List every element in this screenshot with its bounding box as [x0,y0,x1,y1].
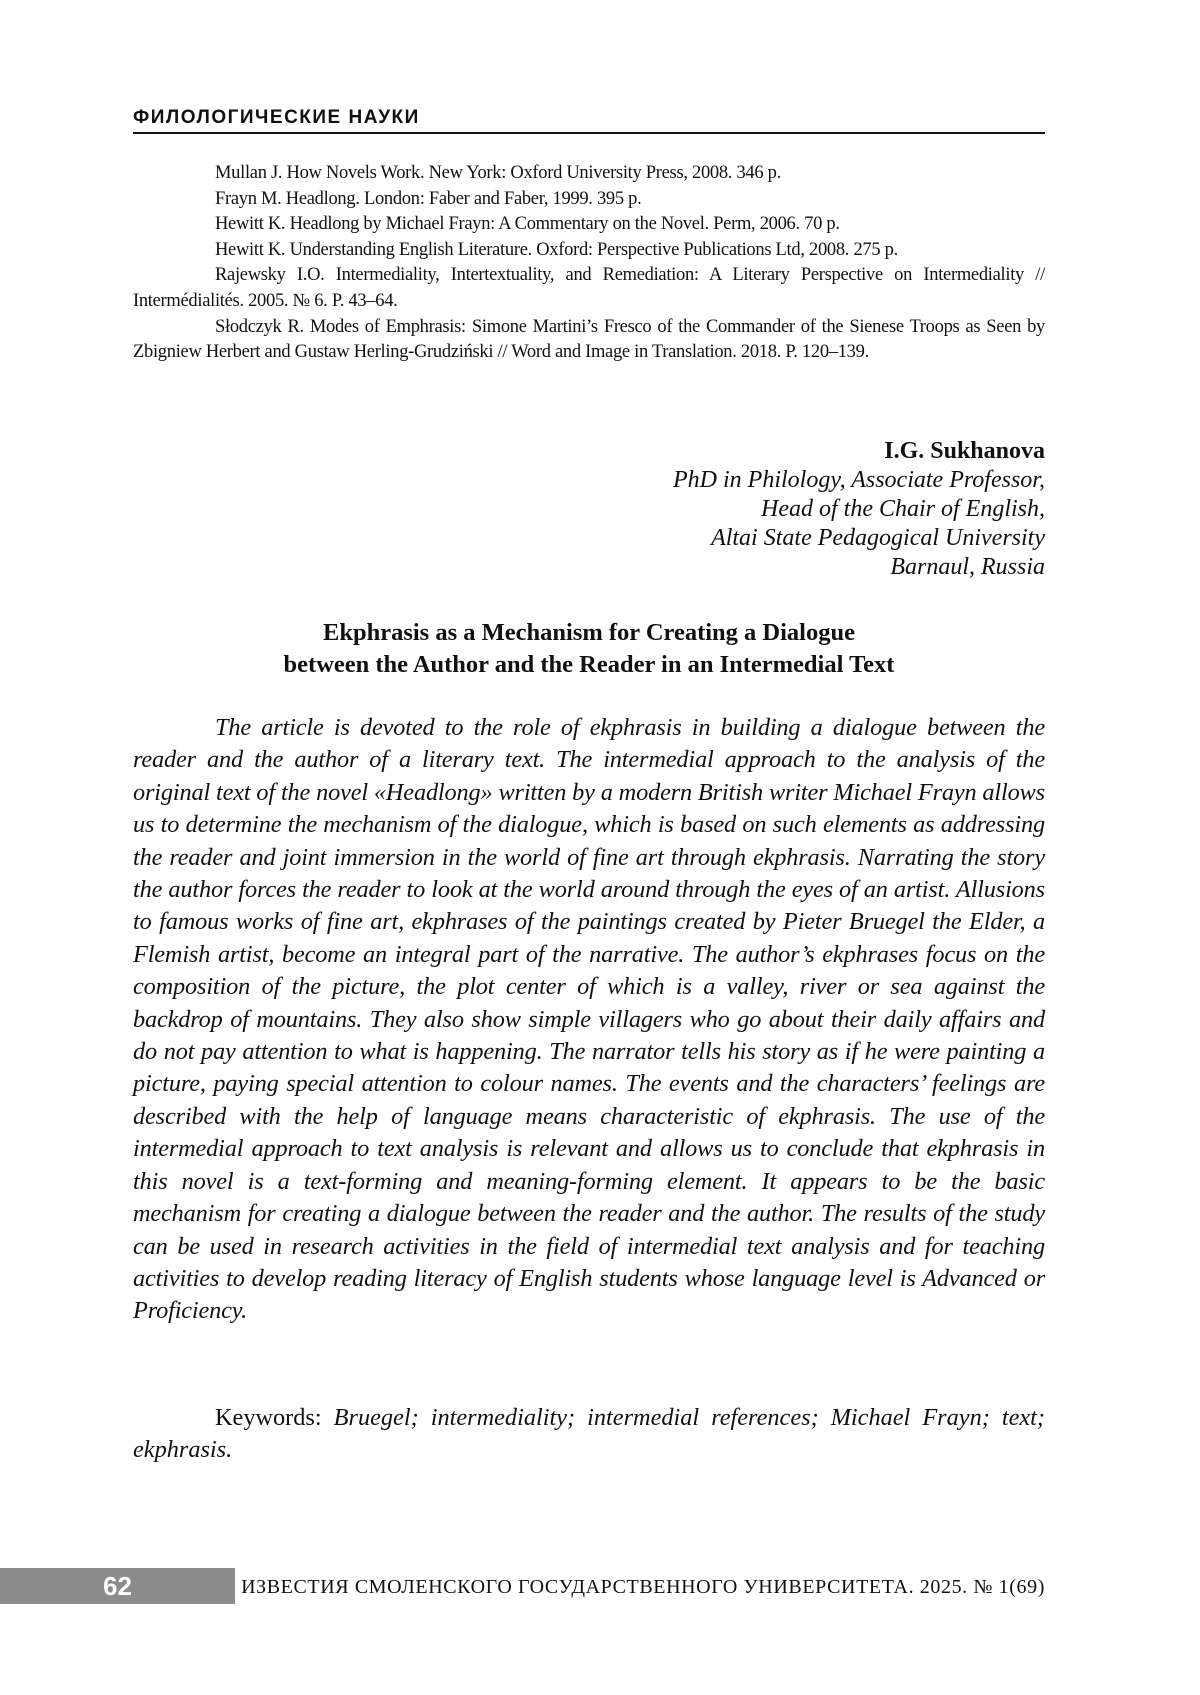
reference-item: Frayn M. Headlong. London: Faber and Faber, 1999. 395 p. [215,188,642,209]
reference-item: Hewitt K. Understanding English Literature. Oxford: Perspective Publications Ltd, 2008. 275 p. [215,239,898,260]
author-university: Altai State Pedagogical University [711,525,1045,551]
reference-item: Hewitt K. Headlong by Michael Frayn: A Commentary on the Novel. Perm, 2006. 70 p. [215,214,840,235]
journal-footer: ИЗВЕСТИЯ СМОЛЕНСКОГО ГОСУДАРСТВЕННОГО УНИВЕРСИТЕТА. 2025. № 1(69) [241,1576,1045,1598]
author-degree: PhD in Philology, Associate Professor, [673,467,1045,493]
keywords-list: Bruegel; intermediality; intermedial references; Michael Frayn; text; ekphrasis. [133,1404,1045,1464]
reference-item: Rajewsky I.O. Intermediality, Intertextuality, and Remediation: A Literary Perspective on Intermediality // Intermédialités. 2005. № 6. P. 43–64. [133,265,1045,311]
author-block [445,437,1045,582]
running-header [133,107,1045,134]
author-location: Barnaul, Russia [890,554,1045,580]
reference-item: Słodczyk R. Modes of Emphrasis: Simone Martini’s Fresco of the Commander of the Sienese Troops as Seen by Zbigniew Herbert and Gustaw Herling-Grudziński // Word and Image in Translation. 2018. P. 120–139. [133,316,1045,363]
abstract-text: The article is devoted to the role of ekphrasis in building a dialogue between the reader and the author of a literary text. The intermedial approach to the analysis of the original text of the novel «Headlong» written by a modern British writer Michael Frayn allows us to determine the mechanism of the dialogue, which is based on such elements as addressing the reader and joint immersion in the world of fine art through ekphrasis. Narrating the story the author forces the reader to look at the world around through the eyes of an artist. Allusions to famous works of fine art, ekphrases of the paintings created by Pieter Bruegel the Elder, a Flemish artist, become an integral part of the narrative. The author’s ekphrases focus on the composition of the picture, the plot center of which is a valley, river or sea against the backdrop of mountains. They also show simple villagers who go about their daily affairs and do not pay attention to what is happening. The narrator tells his story as if he were painting a picture, paying special attention to colour names. The events and the characters’ feelings are described with the help of language means characteristic of ekphrasis. The use of the intermedial approach to text analysis is relevant and allows us to conclude that ekphrasis in this novel is a text-forming and meaning-forming element. It appears to be the basic mechanism for creating a dialogue between the reader and the author. The results of the study can be used in research activities in the field of intermedial text analysis and for teaching activities to develop reading literacy of English students whose language level is Advanced or Proficiency. [133,714,1045,1325]
keywords [133,1402,1045,1467]
reference-list [133,161,1045,366]
article-title [133,617,1045,681]
article-title-line-1: Ekphrasis as a Mechanism for Creating a Dialogue [323,619,855,646]
section-title: ФИЛОЛОГИЧЕСКИЕ НАУКИ [133,107,420,128]
keywords-label: Keywords: [215,1404,322,1431]
page-number: 62 [0,1568,235,1604]
author-position: Head of the Chair of English, [761,496,1045,522]
article-title-line-2: between the Author and the Reader in an Intermedial Text [283,651,895,678]
reference-item: Mullan J. How Novels Work. New York: Oxford University Press, 2008. 346 p. [215,163,781,183]
author-name: I.G. Sukhanova [884,438,1045,464]
